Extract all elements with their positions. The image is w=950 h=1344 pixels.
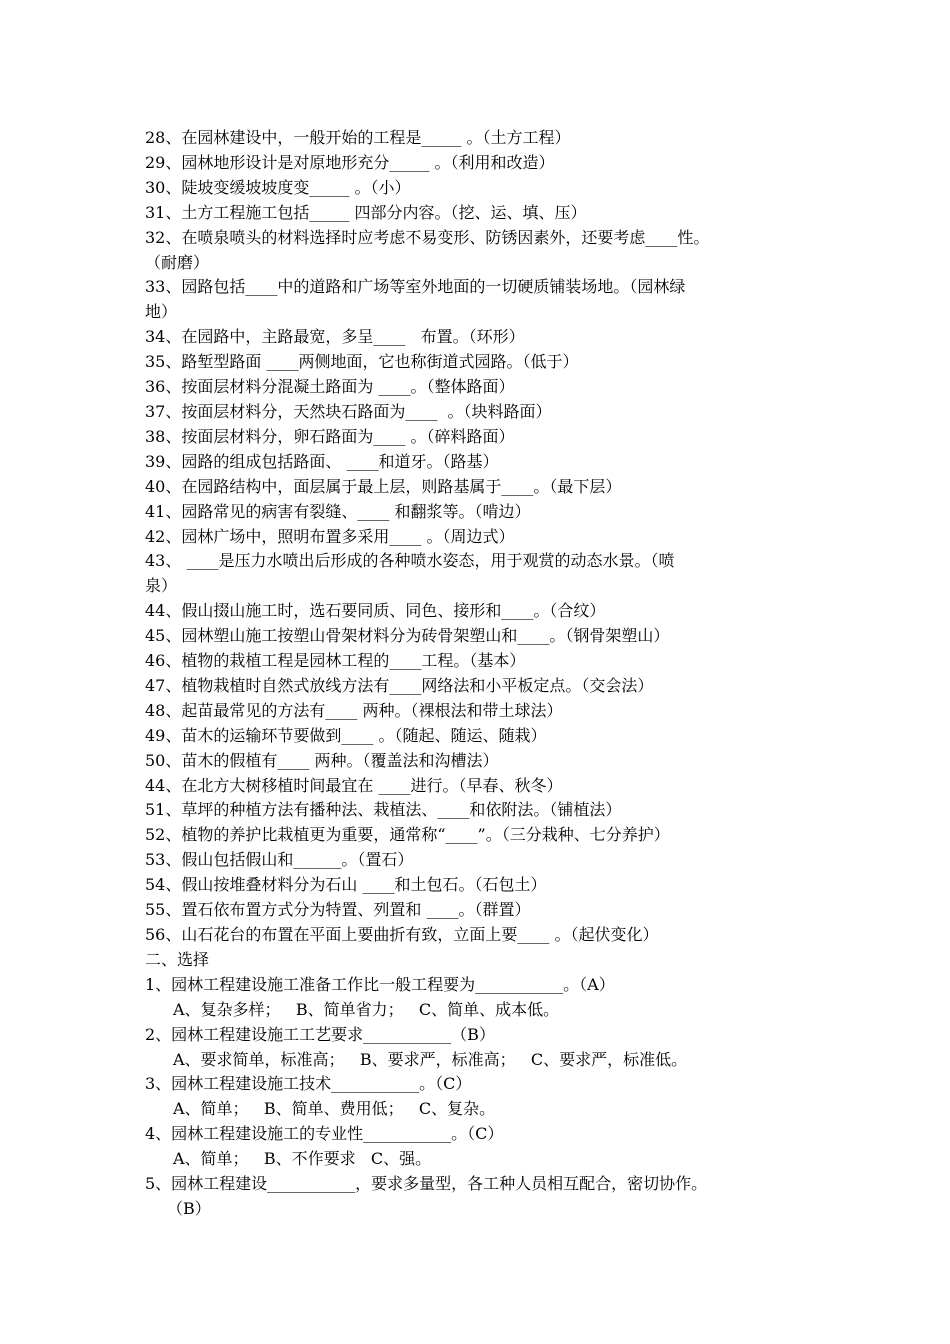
text-line: 44、在北方大树移植时间最宜在 ____进行。（早春、秋冬）: [145, 775, 563, 795]
document-page: [145, 126, 825, 1222]
text-line: 45、园林塑山施工按塑山骨架材料分为砖骨架塑山和____。（钢骨架塑山）: [145, 626, 670, 646]
text-line: 48、起苗最常见的方法有____ 两种。（裸根法和带土球法）: [145, 700, 563, 720]
text-line: 4、园林工程建设施工的专业性___________。（C）: [145, 1124, 504, 1144]
text-line: 50、苗木的假植有____ 两种。（覆盖法和沟槽法）: [145, 750, 499, 770]
text-line: 40、在园路结构中，面层属于最上层，则路基属于____。（最下层）: [145, 476, 622, 496]
text-line: 5、园林工程建设___________，要求多量型，各工种人员相互配合，密切协作。: [145, 1174, 708, 1194]
text-line: 31、土方工程施工包括_____ 四部分内容。（挖、运、填、压）: [145, 202, 587, 222]
text-line: A、简单； B、不作要求 C、强。: [173, 1149, 432, 1169]
text-line: 56、山石花台的布置在平面上要曲折有致，立面上要____ 。（起伏变化）: [145, 925, 659, 944]
text-line: A、要求简单，标准高； B、要求严，标准高； C、要求严，标准低。: [173, 1049, 688, 1069]
text-line: 44、假山掇山施工时，选石要同质、同色、接形和____。（合纹）: [145, 601, 606, 621]
text-line: 51、草坪的种植方法有播种法、栽植法、____和依附法。（铺植法）: [145, 800, 622, 820]
text-line: 34、在园路中，主路最宽，多呈____ 布置。（环形）: [145, 327, 525, 347]
text-line: 泉）: [145, 576, 178, 596]
text-line: 36、按面层材料分混凝土路面为 ____。（整体路面）: [145, 377, 515, 397]
text-line: 二、选择: [145, 949, 210, 969]
text-line: 28、在园林建设中，一般开始的工程是_____ 。（土方工程）: [145, 128, 571, 147]
text-line: 29、园林地形设计是对原地形充分_____ 。（利用和改造）: [145, 152, 555, 172]
text-line: 42、园林广场中，照明布置多采用____ 。（周边式）: [145, 526, 515, 546]
text-line: 3、园林工程建设施工技术___________。（C）: [145, 1074, 472, 1094]
text-line: 47、植物栽植时自然式放线方法有____网络法和小平板定点。（交会法）: [145, 675, 654, 695]
text-line: 地）: [145, 302, 178, 322]
text-line: 30、陡坡变缓坡坡度变_____ 。（小）: [145, 177, 411, 197]
text-line: 52、植物的养护比栽植更为重要，通常称“____”。（三分栽种、七分养护）: [145, 825, 670, 845]
text-line: （B）: [167, 1198, 211, 1218]
text-line: 33、园路包括____中的道路和广场等室外地面的一切硬质铺装场地。（园林绿: [145, 277, 686, 297]
text-line: 55、置石依布置方式分为特置、列置和 ____。（群置）: [145, 900, 531, 920]
text-line: 32、在喷泉喷头的材料选择时应考虑不易变形、防锈因素外，还要考虑____性。: [145, 227, 710, 247]
text-line: 43、 ____是压力水喷出后形成的各种喷水姿态，用于观赏的动态水景。（喷: [145, 551, 675, 571]
text-line: 39、园路的组成包括路面、 ____和道牙。（路基）: [145, 451, 499, 471]
text-line: A、简单； B、简单、费用低； C、复杂。: [173, 1099, 496, 1119]
text-line: 2、园林工程建设施工工艺要求___________（B）: [145, 1024, 495, 1044]
text-line: 35、路堑型路面 ____两侧地面，它也称街道式园路。（低于）: [145, 352, 579, 372]
text-line: 38、按面层材料分，卵石路面为____ 。（碎料路面）: [145, 426, 515, 446]
text-line: 54、假山按堆叠材料分为石山 ____和土包石。（石包土）: [145, 875, 547, 895]
text-line: 49、苗木的运输环节要做到____ 。（随起、随运、随栽）: [145, 725, 547, 745]
text-line: A、复杂多样； B、简单省力； C、简单、成本低。: [173, 999, 560, 1019]
text-line: （耐磨）: [145, 252, 210, 272]
text-line: 1、园林工程建设施工准备工作比一般工程要为___________。（A）: [145, 974, 615, 994]
text-line: 37、按面层材料分，天然块石路面为____ 。（块料路面）: [145, 401, 552, 421]
text-line: 41、园路常见的病害有裂缝、____ 和翻浆等。（啃边）: [145, 501, 531, 521]
text-line: 53、假山包括假山和______。（置石）: [145, 850, 414, 870]
text-line: 46、植物的栽植工程是园林工程的____工程。（基本）: [145, 651, 526, 671]
